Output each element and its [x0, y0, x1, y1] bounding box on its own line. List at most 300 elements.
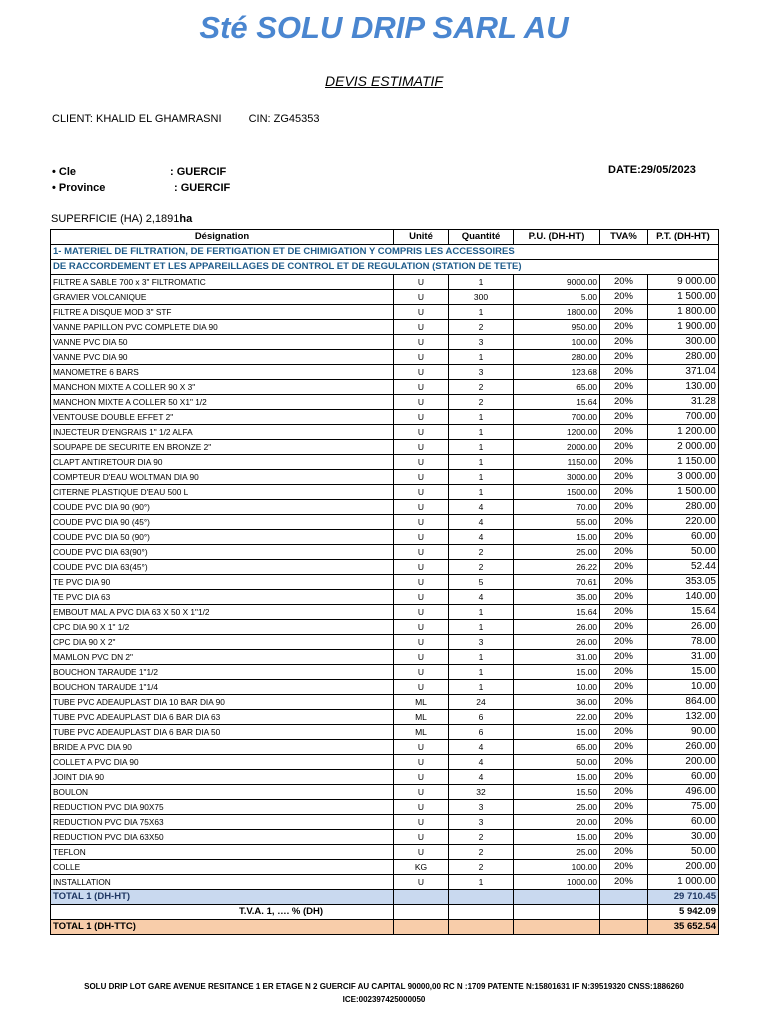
- cell-designation: BOULON: [51, 785, 394, 800]
- cell-designation: REDUCTION PVC DIA 75X63: [51, 815, 394, 830]
- client-name: CLIENT: KHALID EL GHAMRASNI: [52, 113, 222, 125]
- cell-tva: 20%: [600, 845, 648, 860]
- cell-unite: U: [394, 590, 449, 605]
- cell-designation: TUBE PVC ADEAUPLAST DIA 10 BAR DIA 90: [51, 695, 394, 710]
- cell-quantite: 2: [449, 860, 514, 875]
- cell-pu: 950.00: [514, 320, 600, 335]
- cell-unite: U: [394, 275, 449, 290]
- bullet-province-label: • Province: [52, 182, 106, 194]
- cell-tva: 20%: [600, 380, 648, 395]
- table-header-row: [51, 230, 719, 245]
- cell-pu: 65.00: [514, 740, 600, 755]
- cell-pt: 300.00: [648, 335, 719, 350]
- table-row: [51, 605, 719, 620]
- cell-quantite: 1: [449, 275, 514, 290]
- cell-pt: 1 900.00: [648, 320, 719, 335]
- table-row: [51, 800, 719, 815]
- table-row: [51, 545, 719, 560]
- cell-pu: 2000.00: [514, 440, 600, 455]
- tva-label: T.V.A. 1, …. % (DH): [51, 905, 394, 920]
- cell-quantite: 2: [449, 395, 514, 410]
- cell-tva: 20%: [600, 470, 648, 485]
- cell-quantite: 4: [449, 740, 514, 755]
- cell-pu: 36.00: [514, 695, 600, 710]
- cell-pt: 140.00: [648, 590, 719, 605]
- header-pt: P.T. (DH-HT): [648, 230, 719, 245]
- cell-pu: 31.00: [514, 650, 600, 665]
- header-tva: TVA%: [600, 230, 648, 245]
- cell-tva: 20%: [600, 350, 648, 365]
- cell-quantite: 1: [449, 410, 514, 425]
- cell-tva: 20%: [600, 830, 648, 845]
- cell-pt: 9 000.00: [648, 275, 719, 290]
- cell-pt: 130.00: [648, 380, 719, 395]
- cell-tva: 20%: [600, 590, 648, 605]
- cell-quantite: 1: [449, 680, 514, 695]
- cell-pt: 864.00: [648, 695, 719, 710]
- cell-pu: 1500.00: [514, 485, 600, 500]
- cell-pt: 1 500.00: [648, 290, 719, 305]
- section-line: [51, 260, 719, 275]
- cell-designation: JOINT DIA 90: [51, 770, 394, 785]
- cell-pt: 75.00: [648, 800, 719, 815]
- cell-unite: U: [394, 350, 449, 365]
- cell-designation: COMPTEUR D'EAU WOLTMAN DIA 90: [51, 470, 394, 485]
- table-row: [51, 335, 719, 350]
- table-row: [51, 530, 719, 545]
- bullet-province-value: : GUERCIF: [174, 182, 231, 194]
- cell-pu: 70.00: [514, 500, 600, 515]
- cell-unite: U: [394, 770, 449, 785]
- cell-pt: 10.00: [648, 680, 719, 695]
- cell-tva: 20%: [600, 740, 648, 755]
- cell-unite: U: [394, 425, 449, 440]
- cell-pu: 15.50: [514, 785, 600, 800]
- table-row: [51, 665, 719, 680]
- cell-tva: 20%: [600, 290, 648, 305]
- cell-unite: U: [394, 380, 449, 395]
- bullet-cle-label: • Cle: [52, 166, 77, 178]
- cell-pu: 70.61: [514, 575, 600, 590]
- cell-tva: 20%: [600, 500, 648, 515]
- cell-designation: EMBOUT MAL A PVC DIA 63 X 50 X 1"1/2: [51, 605, 394, 620]
- cell-pu: 15.00: [514, 830, 600, 845]
- cell-quantite: 4: [449, 755, 514, 770]
- cell-designation: BOUCHON TARAUDE 1"1/2: [51, 665, 394, 680]
- cell-pu: 15.00: [514, 665, 600, 680]
- cell-designation: BOUCHON TARAUDE 1"1/4: [51, 680, 394, 695]
- cell-tva: 20%: [600, 800, 648, 815]
- cell-pt: 1 150.00: [648, 455, 719, 470]
- client-cin: CIN: ZG45353: [248, 113, 320, 125]
- cell-pt: 31.00: [648, 650, 719, 665]
- cell-tva: 20%: [600, 395, 648, 410]
- table-row: [51, 860, 719, 875]
- table-row: [51, 845, 719, 860]
- cell-quantite: 3: [449, 635, 514, 650]
- cell-tva: 20%: [600, 485, 648, 500]
- cell-pt: 700.00: [648, 410, 719, 425]
- cell-designation: TE PVC DIA 63: [51, 590, 394, 605]
- superficie-unit: ha: [179, 213, 193, 225]
- cell-unite: U: [394, 515, 449, 530]
- cell-tva: 20%: [600, 530, 648, 545]
- total-ht-value: 29 710.45: [648, 890, 719, 905]
- cell-quantite: 2: [449, 830, 514, 845]
- cell-tva: 20%: [600, 620, 648, 635]
- cell-tva: 20%: [600, 575, 648, 590]
- section-line-text: DE RACCORDEMENT ET LES APPAREILLAGES DE CONTROL ET DE REGULATION (STATION DE TETE): [51, 260, 719, 275]
- cell-designation: COUDE PVC DIA 90 (45°): [51, 515, 394, 530]
- document-date: DATE:29/05/2023: [608, 164, 696, 176]
- cell-pt: 1 200.00: [648, 425, 719, 440]
- cell-tva: 20%: [600, 755, 648, 770]
- table-row: [51, 305, 719, 320]
- header-quantite: Quantité: [449, 230, 514, 245]
- header-unite: Unité: [394, 230, 449, 245]
- cell-pu: 50.00: [514, 755, 600, 770]
- table-row: [51, 830, 719, 845]
- cell-designation: FILTRE A SABLE 700 x 3" FILTROMATIC: [51, 275, 394, 290]
- cell-unite: U: [394, 290, 449, 305]
- cell-designation: INJECTEUR D'ENGRAIS 1" 1/2 ALFA: [51, 425, 394, 440]
- cell-unite: U: [394, 455, 449, 470]
- cell-quantite: 3: [449, 800, 514, 815]
- cell-pt: 15.64: [648, 605, 719, 620]
- cell-pu: 5.00: [514, 290, 600, 305]
- cell-pt: 60.00: [648, 770, 719, 785]
- cell-tva: 20%: [600, 785, 648, 800]
- cell-designation: TEFLON: [51, 845, 394, 860]
- cell-unite: U: [394, 845, 449, 860]
- cell-pu: 3000.00: [514, 470, 600, 485]
- cell-quantite: 1: [449, 620, 514, 635]
- cell-designation: CLAPT ANTIRETOUR DIA 90: [51, 455, 394, 470]
- cell-designation: CITERNE PLASTIQUE D'EAU 500 L: [51, 485, 394, 500]
- bullet-cle-value: : GUERCIF: [170, 166, 227, 178]
- cell-tva: 20%: [600, 815, 648, 830]
- cell-tva: 20%: [600, 515, 648, 530]
- cell-tva: 20%: [600, 335, 648, 350]
- cell-designation: REDUCTION PVC DIA 90X75: [51, 800, 394, 815]
- cell-pt: 1 500.00: [648, 485, 719, 500]
- cell-designation: VANNE PVC DIA 90: [51, 350, 394, 365]
- cell-unite: ML: [394, 695, 449, 710]
- cell-tva: 20%: [600, 305, 648, 320]
- cell-designation: VANNE PVC DIA 50: [51, 335, 394, 350]
- cell-unite: U: [394, 680, 449, 695]
- cell-pt: 200.00: [648, 860, 719, 875]
- cell-quantite: 1: [449, 440, 514, 455]
- cell-designation: CPC DIA 90 X 1" 1/2: [51, 620, 394, 635]
- cell-pt: 1 800.00: [648, 305, 719, 320]
- cell-unite: U: [394, 410, 449, 425]
- tva-value: 5 942.09: [648, 905, 719, 920]
- cell-pu: 35.00: [514, 590, 600, 605]
- cell-pt: 31.28: [648, 395, 719, 410]
- cell-pt: 60.00: [648, 530, 719, 545]
- total-ht-row: [51, 890, 719, 905]
- cell-unite: U: [394, 740, 449, 755]
- table-row: [51, 695, 719, 710]
- cell-unite: U: [394, 440, 449, 455]
- tva-row: [51, 905, 719, 920]
- cell-pt: 78.00: [648, 635, 719, 650]
- cell-tva: 20%: [600, 425, 648, 440]
- cell-designation: TUBE PVC ADEAUPLAST DIA 6 BAR DIA 50: [51, 725, 394, 740]
- cell-tva: 20%: [600, 680, 648, 695]
- cell-designation: SOUPAPE DE SECURITE EN BRONZE 2": [51, 440, 394, 455]
- table-row: [51, 650, 719, 665]
- cell-designation: VANNE PAPILLON PVC COMPLETE DIA 90: [51, 320, 394, 335]
- table-row: [51, 500, 719, 515]
- cell-designation: BRIDE A PVC DIA 90: [51, 740, 394, 755]
- table-row: [51, 320, 719, 335]
- table-row: [51, 410, 719, 425]
- cell-quantite: 4: [449, 590, 514, 605]
- cell-unite: U: [394, 605, 449, 620]
- cell-unite: U: [394, 485, 449, 500]
- cell-quantite: 300: [449, 290, 514, 305]
- cell-quantite: 1: [449, 485, 514, 500]
- cell-unite: U: [394, 560, 449, 575]
- cell-tva: 20%: [600, 365, 648, 380]
- cell-quantite: 5: [449, 575, 514, 590]
- cell-quantite: 1: [449, 650, 514, 665]
- cell-pt: 280.00: [648, 500, 719, 515]
- table-row: [51, 710, 719, 725]
- cell-pt: 50.00: [648, 845, 719, 860]
- cell-unite: ML: [394, 710, 449, 725]
- cell-designation: COUDE PVC DIA 90 (90°): [51, 500, 394, 515]
- cell-quantite: 2: [449, 560, 514, 575]
- cell-pu: 1800.00: [514, 305, 600, 320]
- total-ttc-label: TOTAL 1 (DH-TTC): [51, 920, 394, 935]
- cell-pu: 280.00: [514, 350, 600, 365]
- cell-unite: U: [394, 665, 449, 680]
- cell-designation: COUDE PVC DIA 63(45°): [51, 560, 394, 575]
- cell-pt: 50.00: [648, 545, 719, 560]
- cell-quantite: 6: [449, 725, 514, 740]
- table-row: [51, 590, 719, 605]
- cell-quantite: 4: [449, 770, 514, 785]
- cell-pt: 280.00: [648, 350, 719, 365]
- cell-tva: 20%: [600, 875, 648, 890]
- cell-tva: 20%: [600, 650, 648, 665]
- table-row: [51, 815, 719, 830]
- cell-unite: U: [394, 755, 449, 770]
- cell-unite: U: [394, 305, 449, 320]
- cell-pt: 1 000.00: [648, 875, 719, 890]
- cell-pt: 30.00: [648, 830, 719, 845]
- table-row: [51, 440, 719, 455]
- cell-pt: 353.05: [648, 575, 719, 590]
- footer-company-info: SOLU DRIP LOT GARE AVENUE RESITANCE 1 ER ETAGE N 2 GUERCIF AU CAPITAL 90000,00 RC N :1709 PATENTE N:15801631 IF N:39519320 CNSS:1886260: [84, 982, 684, 991]
- cell-unite: U: [394, 470, 449, 485]
- cell-pu: 55.00: [514, 515, 600, 530]
- cell-pt: 132.00: [648, 710, 719, 725]
- cell-unite: U: [394, 620, 449, 635]
- cell-pu: 700.00: [514, 410, 600, 425]
- cell-quantite: 2: [449, 320, 514, 335]
- table-row: [51, 515, 719, 530]
- cell-tva: 20%: [600, 635, 648, 650]
- cell-tva: 20%: [600, 545, 648, 560]
- cell-quantite: 1: [449, 470, 514, 485]
- cell-quantite: 1: [449, 350, 514, 365]
- bullet-province: [52, 182, 230, 194]
- cell-pu: 100.00: [514, 335, 600, 350]
- cell-pu: 65.00: [514, 380, 600, 395]
- table-row: [51, 725, 719, 740]
- cell-quantite: 4: [449, 500, 514, 515]
- table-row: [51, 785, 719, 800]
- cell-unite: U: [394, 335, 449, 350]
- cell-quantite: 32: [449, 785, 514, 800]
- cell-unite: U: [394, 785, 449, 800]
- cell-pt: 3 000.00: [648, 470, 719, 485]
- table-row: [51, 560, 719, 575]
- table-row: [51, 485, 719, 500]
- cell-unite: U: [394, 830, 449, 845]
- cell-pu: 26.00: [514, 635, 600, 650]
- cell-pu: 22.00: [514, 710, 600, 725]
- table-row: [51, 755, 719, 770]
- cell-pt: 200.00: [648, 755, 719, 770]
- cell-designation: VENTOUSE DOUBLE EFFET 2": [51, 410, 394, 425]
- cell-tva: 20%: [600, 665, 648, 680]
- table-row: [51, 620, 719, 635]
- cell-pu: 1200.00: [514, 425, 600, 440]
- table-row: [51, 575, 719, 590]
- cell-quantite: 4: [449, 530, 514, 545]
- cell-unite: U: [394, 530, 449, 545]
- cell-designation: CPC DIA 90 X 2": [51, 635, 394, 650]
- table-row: [51, 470, 719, 485]
- cell-pu: 25.00: [514, 845, 600, 860]
- total-ttc-value: 35 652.54: [648, 920, 719, 935]
- quote-table: [50, 229, 719, 935]
- superficie-label: SUPERFICIE (HA) 2,1891: [51, 213, 180, 225]
- table-row: [51, 395, 719, 410]
- cell-pu: 25.00: [514, 545, 600, 560]
- cell-quantite: 3: [449, 815, 514, 830]
- cell-pt: 220.00: [648, 515, 719, 530]
- cell-designation: INSTALLATION: [51, 875, 394, 890]
- cell-pu: 15.00: [514, 770, 600, 785]
- cell-unite: ML: [394, 725, 449, 740]
- cell-unite: U: [394, 800, 449, 815]
- table-row: [51, 380, 719, 395]
- cell-designation: FILTRE A DISQUE MOD 3" STF: [51, 305, 394, 320]
- cell-quantite: 1: [449, 605, 514, 620]
- cell-quantite: 6: [449, 710, 514, 725]
- cell-tva: 20%: [600, 605, 648, 620]
- cell-designation: COLLET A PVC DIA 90: [51, 755, 394, 770]
- table-row: [51, 680, 719, 695]
- cell-pu: 26.00: [514, 620, 600, 635]
- cell-unite: U: [394, 575, 449, 590]
- header-designation: Désignation: [51, 230, 394, 245]
- cell-designation: MANOMETRE 6 BARS: [51, 365, 394, 380]
- cell-pu: 1000.00: [514, 875, 600, 890]
- cell-pt: 26.00: [648, 620, 719, 635]
- cell-unite: U: [394, 545, 449, 560]
- cell-pu: 15.00: [514, 725, 600, 740]
- cell-pu: 15.64: [514, 395, 600, 410]
- table-row: [51, 740, 719, 755]
- cell-pt: 260.00: [648, 740, 719, 755]
- cell-designation: COLLE: [51, 860, 394, 875]
- table-row: [51, 275, 719, 290]
- cell-pt: 90.00: [648, 725, 719, 740]
- cell-tva: 20%: [600, 410, 648, 425]
- cell-designation: MAMLON PVC DN 2": [51, 650, 394, 665]
- cell-pu: 25.00: [514, 800, 600, 815]
- cell-pu: 123.68: [514, 365, 600, 380]
- cell-unite: U: [394, 500, 449, 515]
- cell-pt: 371.04: [648, 365, 719, 380]
- cell-designation: TUBE PVC ADEAUPLAST DIA 6 BAR DIA 63: [51, 710, 394, 725]
- table-row: [51, 875, 719, 890]
- cell-quantite: 2: [449, 845, 514, 860]
- section-line-text: 1- MATERIEL DE FILTRATION, DE FERTIGATION ET DE CHIMIGATION Y COMPRIS LES ACCESSOIRES: [51, 245, 719, 260]
- cell-designation: TE PVC DIA 90: [51, 575, 394, 590]
- cell-pu: 100.00: [514, 860, 600, 875]
- bullet-cle: [52, 166, 226, 178]
- cell-designation: MANCHON MIXTE A COLLER 90 X 3": [51, 380, 394, 395]
- cell-quantite: 1: [449, 665, 514, 680]
- cell-designation: MANCHON MIXTE A COLLER 50 X1" 1/2: [51, 395, 394, 410]
- table-row: [51, 350, 719, 365]
- cell-pt: 496.00: [648, 785, 719, 800]
- footer-ice: ICE:002397425000050: [342, 995, 426, 1004]
- table-row: [51, 770, 719, 785]
- cell-designation: GRAVIER VOLCANIQUE: [51, 290, 394, 305]
- section-line: [51, 245, 719, 260]
- cell-pu: 1150.00: [514, 455, 600, 470]
- table-row: [51, 635, 719, 650]
- company-name: Sté SOLU DRIP SARL AU: [199, 10, 569, 45]
- cell-unite: U: [394, 395, 449, 410]
- cell-pu: 10.00: [514, 680, 600, 695]
- cell-pu: 9000.00: [514, 275, 600, 290]
- cell-quantite: 4: [449, 515, 514, 530]
- cell-quantite: 3: [449, 365, 514, 380]
- total-ht-label: TOTAL 1 (DH-HT): [51, 890, 394, 905]
- cell-quantite: 1: [449, 875, 514, 890]
- cell-tva: 20%: [600, 275, 648, 290]
- cell-pt: 15.00: [648, 665, 719, 680]
- cell-pt: 2 000.00: [648, 440, 719, 455]
- cell-tva: 20%: [600, 440, 648, 455]
- table-body: [51, 245, 719, 890]
- table-row: [51, 365, 719, 380]
- cell-pu: 20.00: [514, 815, 600, 830]
- cell-pu: 26.22: [514, 560, 600, 575]
- cell-tva: 20%: [600, 560, 648, 575]
- cell-quantite: 1: [449, 425, 514, 440]
- cell-unite: U: [394, 875, 449, 890]
- cell-unite: U: [394, 815, 449, 830]
- cell-pu: 15.00: [514, 530, 600, 545]
- cell-quantite: 1: [449, 455, 514, 470]
- cell-tva: 20%: [600, 455, 648, 470]
- cell-designation: COUDE PVC DIA 50 (90°): [51, 530, 394, 545]
- client-line: [52, 113, 320, 125]
- cell-quantite: 2: [449, 380, 514, 395]
- cell-tva: 20%: [600, 860, 648, 875]
